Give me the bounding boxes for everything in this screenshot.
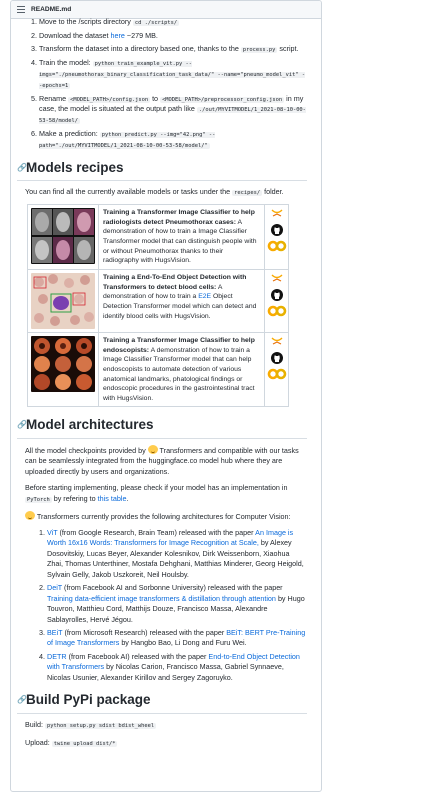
architectures-list [25,528,307,683]
step-item: 2. Download the dataset here ~279 MB. [39,31,307,41]
list-icon[interactable] [17,6,25,13]
endoscopy-thumbnail [31,336,95,392]
model-item: 4. DETR (from Facebook AI) released with the paper End-to-End Object Detection with Transformers by Nicolas Carion, Francisco Massa, Gabriel Synnaeve, Nicolas Usunier, Alexander Kirillov and Sergey Zagoruyko. [47,652,307,683]
upload-command: Upload: twine upload dist/* [25,737,116,747]
inline-code: recipes/ [234,190,261,197]
model-name-link[interactable]: DeiT [47,583,63,593]
hugging-face-emoji-icon [148,445,158,454]
step-item: 4. Train the model: python train_example_vit.py --imgs="./pneumothorax_binary_classification_task_data/" --name="pneumo_model_vit" --epochs=1 [39,58,307,90]
step-item: 1. Move to the /scripts directory cd ./scripts/ [39,17,307,28]
architectures-note: Before starting implementing, please check if your model has an implementation in PyTorch by refering to this table. [25,483,288,503]
huggingface-icon[interactable] [270,273,284,283]
recipe-row: Training a End-To-End Object Detection with Transformers to detect blood cells: A demonstration of how to train a E2E Object Detection Transformer model which can detect and identify blood cells with HugsVision. [28,269,289,332]
paper-link[interactable]: End-to-End Object Detection with Transformers [47,651,300,672]
readme-content [11,19,321,748]
readme-panel [10,0,322,792]
link-icon[interactable]: 🔗 [17,695,27,705]
recipes-intro: You can find all the currently available models or tasks under the recipes/ folder. [25,187,284,197]
huggingface-icon[interactable] [270,208,284,218]
recipe-title: Training a Transformer Image Classifier to help endoscopists: [103,336,255,354]
step-item: 5. Rename <MODEL_PATH>/config.json to <MODEL_PATH>/preprocessor_config.json in my case, the model is situated at the output path like ./out/MYVITMODEL/1_2021-08-10-00-53-58/model/ [39,94,307,126]
model-name-link[interactable]: BEiT [47,627,63,637]
build-command: Build: python setup.py sdist bdist_wheel [25,719,155,729]
recipes-table [27,204,289,407]
recipes-heading: 🔗 Models recipes [17,158,307,182]
architectures-intro: All the model checkpoints provided by Transformers and compatible with our tasks can be seamlessly integrated from the huggingface.co model hub where they are uploaded directly by users and organizations. [25,446,299,476]
paper-link[interactable]: Training data-efficient image transformers & distillation through attention [47,593,276,603]
recipe-title: Training a Transformer Image Classifier to help radiologists detect Pneumothorax cases: [103,209,255,226]
github-icon[interactable] [271,289,283,301]
link-icon[interactable]: 🔗 [17,420,27,430]
file-name: README.md [31,5,72,13]
architectures-heading: 🔗 Model architectures [17,415,307,439]
inline-code: process.py [242,47,276,54]
recipe-title: Training a End-To-End Object Detection with Transformers to detect blood cells: [103,273,247,291]
github-icon[interactable] [271,352,283,364]
inline-code: python predict.py --img="42.png" --path="./out/MYVITMODEL/1_2021-08-10-00-53-58/model/" [39,132,216,149]
blood-cells-thumbnail [31,273,95,329]
model-item: 1. ViT (from Google Research, Brain Team) released with the paper An Image is Worth 16x16 Words: Transformers for Image Recognition at Scale, by Alexey Dosovitskiy, Lucas Beyer, Alexander Kolesnikov, Dirk Weissenborn, Xiaohua Zhai, Thomas Unterthiner, Mostafa Dehghani, Matthias Minderer, Georg Heigold, Sylvain Gelly, Jakob Uszkoreit, Neil Houlsby. [47,528,307,580]
hugging-face-emoji-icon [25,511,35,520]
recipe-desc: A demonstration of how to train a Image Classifier Transformer model that can help endoscopists to automate detection of various anatomical landmarks, phatological findings or endoscopic procedures in the gastrointestinal tract with HugsVision. [103,346,255,402]
recipe-desc: A demonstration of how to train a Image Classifier Transformer model that can distinguish people with or without Pneumothorax thanks to their radiography with HugsVision. [103,218,257,265]
e2e-link[interactable]: E2E [198,293,212,301]
colab-icon[interactable] [267,368,287,380]
dataset-link[interactable]: here [110,30,125,40]
step-item: 3. Transform the dataset into a directory based one, thanks to the process.py script. [39,44,307,55]
inline-code: <MODEL_PATH>/config.json [70,96,149,103]
inline-code: python setup.py sdist bdist_wheel [46,722,155,729]
architectures-list-intro: Transformers currently provides the following architectures for Computer Vision: [25,511,307,522]
github-icon[interactable] [271,224,283,236]
inline-code: <MODEL_PATH>/preprocessor_config.json [162,96,283,103]
link-icon[interactable]: 🔗 [17,162,27,172]
step-item: 6. Make a prediction: python predict.py --img="42.png" --path="./out/MYVITMODEL/1_2021-08-10-00-53-58/model/" [39,129,307,151]
model-name-link[interactable]: DETR [47,651,67,661]
paper-link[interactable]: BEiT: BERT Pre-Training of Image Transformers [47,627,306,648]
table-link[interactable]: this table [97,493,127,503]
model-name-link[interactable]: ViT [47,528,58,538]
model-item: 2. DeiT (from Facebook AI and Sorbonne University) released with the paper Training data-efficient image transformers & distillation through attention by Hugo Touvron, Matthieu Cord, Matthijs Douze, Francisco Massa, Alexandre Sablayrolles, Hervé Jégou. [47,583,307,625]
paper-link[interactable]: An Image is Worth 16x16 Words: Transformers for Image Recognition at Scale, [47,528,294,548]
huggingface-icon[interactable] [270,336,284,346]
recipe-row [28,205,289,270]
inline-code: python train_example_vit.py --imgs="./pneumothorax_binary_classification_task_data/" --name="pneumo_model_vit" --epochs=1 [39,61,306,89]
inline-code: PyTorch [27,496,50,503]
inline-code: ./out/MYVITMODEL/1_2021-08-10-00-53-58/model/ [39,107,306,125]
inline-code: twine upload dist/* [53,740,116,747]
inline-code: cd ./scripts/ [134,20,178,26]
instructions-list [25,17,307,151]
colab-icon[interactable] [267,305,287,317]
pypi-heading: 🔗 Build PyPi package [17,690,307,714]
colab-icon[interactable] [267,240,287,252]
recipe-row [28,332,289,406]
xray-thumbnail [31,208,95,264]
model-item: 3. BEiT (from Microsoft Research) released with the paper BEiT: BERT Pre-Training of Image Transformers by Hangbo Bao, Li Dong and Furu Wei. [47,628,307,649]
